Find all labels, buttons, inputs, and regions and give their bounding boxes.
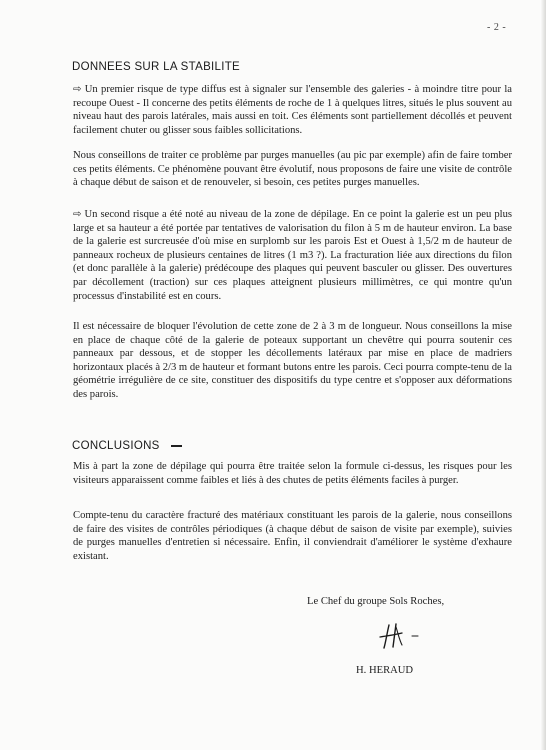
stability-paragraph-3-text: Un second risque a été noté au niveau de la zone de dépilage. En ce point la galerie est un peu plus large et sa hauteur a été portée par tentatives de valorisation du filon à 5 m de hauteur environ. La base de la galerie est surcreusée d'où mise en surplomb sur les parois Est et Ouest à 1,5/2 m de hauteur de panneaux rocheux de plusieurs centaines de litres (1 m3 ?). La fracturation liée aux directions du filon (et donc parallèle à la galerie) prédécoupe des plaques qui peuvent basculer ou glisser. Des ouvertures par décollement (traction) sur ces plaques atteignent plusieurs millimètres, ce qui montre qu'un processus d'instabilité est en cours. [73, 209, 512, 302]
handwritten-signature-icon [372, 621, 422, 653]
stability-paragraph-3 [73, 208, 512, 303]
right-arrow-icon: ⇨ [73, 209, 82, 220]
page-edge-shadow [540, 0, 546, 750]
stability-paragraph-1 [73, 83, 512, 137]
conclusions-paragraph-1: Mis à part la zone de dépilage qui pourra être traitée selon la formule ci-dessus, les risques pour les visiteurs apparaissent comme faibles et liés à des chutes de petits éléments faciles à purger. [73, 461, 512, 486]
right-arrow-icon: ⇨ [73, 84, 82, 95]
stability-heading: DONNEES SUR LA STABILITE [72, 61, 241, 73]
stability-paragraph-1-text: Un premier risque de type diffus est à signaler sur l'ensemble des galeries - à moindre titre pour la recoupe Ouest - Il concerne des petits éléments de roche de 1 à quelques litres, situés le plus souvent au niveau haut des parois latérales, mais aussi en toit. Ces éléments sont partiellement décollés et peuvent facilement chuter ou glisser sous faibles sollicitations. [73, 84, 512, 136]
stability-paragraph-2: Nous conseillons de traiter ce problème par purges manuelles (au pic par exemple) afin de faire tomber ces petits éléments. Ce phénomène pouvant être évolutif, nous proposons de faire une visite de contrôle à chaque début de saison et de renouveler, si besoin, ces petites purges manuelles. [73, 150, 512, 189]
signatory-title: Le Chef du groupe Sols Roches, [307, 596, 445, 607]
conclusions-heading: CONCLUSIONS [72, 440, 160, 452]
stability-paragraph-4: Il est nécessaire de bloquer l'évolution de cette zone de 2 à 3 m de longueur. Nous conseillons la mise en place de chaque côté de la galerie de poteaux supportant un chevêtre qui pourra soutenir ces panneaux par dessous, et de stopper les décollements latéraux par mise en place de madriers horizontaux placés à 2/3 m de hauteur et formant butons entre les parois. Ceci pourra compte-tenu de la géométrie irrégulière de ce site, constituer des dispositifs du type centre et s'opposer aux déformations des parois. [73, 321, 512, 400]
signatory-name: H. HERAUD [356, 665, 414, 676]
conclusions-paragraph-2: Compte-tenu du caractère fracturé des matériaux constituant les parois de la galerie, nous conseillons de faire des visites de contrôles périodiques (à chaque début de saison de visite par exemple), suivies de purges manuelles d'entretien si nécessaire. Enfin, il conviendrait d'améliorer le système d'exhaure existant. [73, 510, 512, 562]
handwritten-dash [171, 445, 182, 447]
page-number: - 2 - [487, 22, 507, 33]
